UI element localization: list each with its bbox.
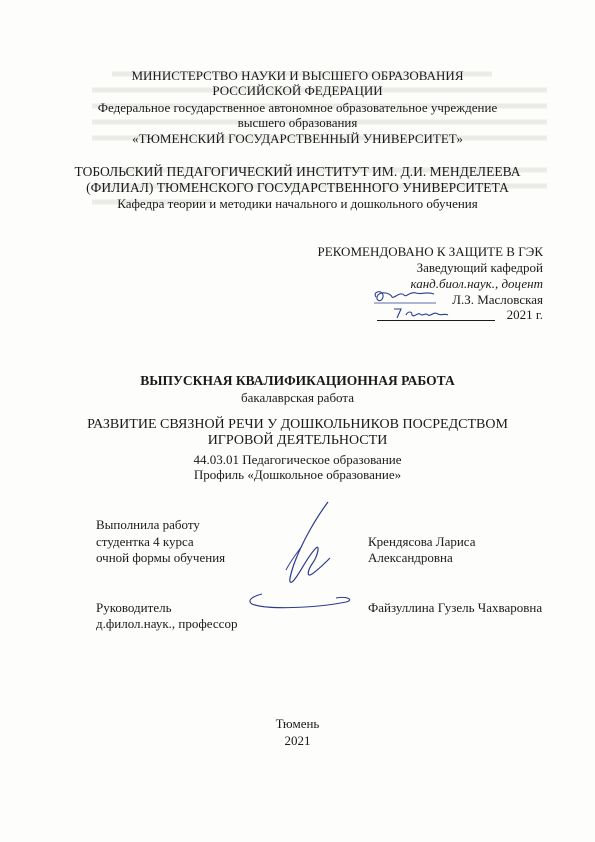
- work-title-line-2: ИГРОВОЙ ДЕЯТЕЛЬНОСТИ: [207, 433, 388, 448]
- ministry-line-2: РОССИЙСКОЙ ФЕДЕРАЦИИ: [212, 83, 383, 98]
- work-level: бакалаврская работа: [241, 390, 354, 405]
- supervisor-name: Файзуллина Гузель Чахваровна: [368, 600, 543, 615]
- approval-title: РЕКОМЕНДОВАНО К ЗАЩИТЕ В ГЭК: [317, 244, 543, 259]
- institute-line-1: ТОБОЛЬСКИЙ ПЕДАГОГИЧЕСКИЙ ИНСТИТУТ ИМ. Д.И. МЕНДЕЛЕЕВА: [74, 164, 521, 179]
- supervisor-label-2: д.филол.наук., профессор: [96, 616, 238, 631]
- approval-role: Заведующий кафедрой: [416, 260, 543, 275]
- profile-name: Профиль «Дошкольное образование»: [193, 467, 402, 482]
- author-label-1: Выполнила работу: [96, 517, 200, 532]
- author-label-3: очной формы обучения: [96, 550, 226, 565]
- year: 2021: [284, 733, 311, 748]
- direction-code: 44.03.01 Педагогическое образование: [193, 452, 402, 467]
- approval-year: 2021 г.: [506, 307, 543, 322]
- institution-type-line: Федеральное государственное автономное образовательное учреждение: [97, 100, 498, 115]
- handwritten-date-icon: [392, 304, 452, 322]
- university-name: «ТЮМЕНСКИЙ ГОСУДАРСТВЕННЫЙ УНИВЕРСИТЕТ»: [132, 131, 463, 146]
- ministry-line-1: МИНИСТЕРСТВО НАУКИ И ВЫСШЕГО ОБРАЗОВАНИЯ: [131, 68, 464, 83]
- author-label-2: студентка 4 курса: [96, 534, 194, 549]
- institute-line-2: (ФИЛИАЛ) ТЮМЕНСКОГО ГОСУДАРСТВЕННОГО УНИВЕРСИТЕТА: [86, 180, 509, 195]
- work-title-line-1: РАЗВИТИЕ СВЯЗНОЙ РЕЧИ У ДОШКОЛЬНИКОВ ПОСРЕДСТВОМ: [87, 417, 508, 432]
- approval-name: Л.З. Масловская: [452, 292, 543, 307]
- author-name-2: Александровна: [368, 550, 453, 565]
- author-signature-icon: [236, 498, 366, 618]
- department-name: Кафедра теории и методики начального и дошкольного обучения: [117, 196, 478, 211]
- author-name-1: Крендясова Лариса: [368, 534, 476, 549]
- work-type: ВЫПУСКНАЯ КВАЛИФИКАЦИОННАЯ РАБОТА: [140, 373, 455, 388]
- education-level-line: высшего образования: [237, 115, 358, 130]
- supervisor-label-1: Руководитель: [96, 600, 172, 615]
- approval-degree: канд.биол.наук., доцент: [410, 276, 543, 291]
- city: Тюмень: [275, 716, 320, 731]
